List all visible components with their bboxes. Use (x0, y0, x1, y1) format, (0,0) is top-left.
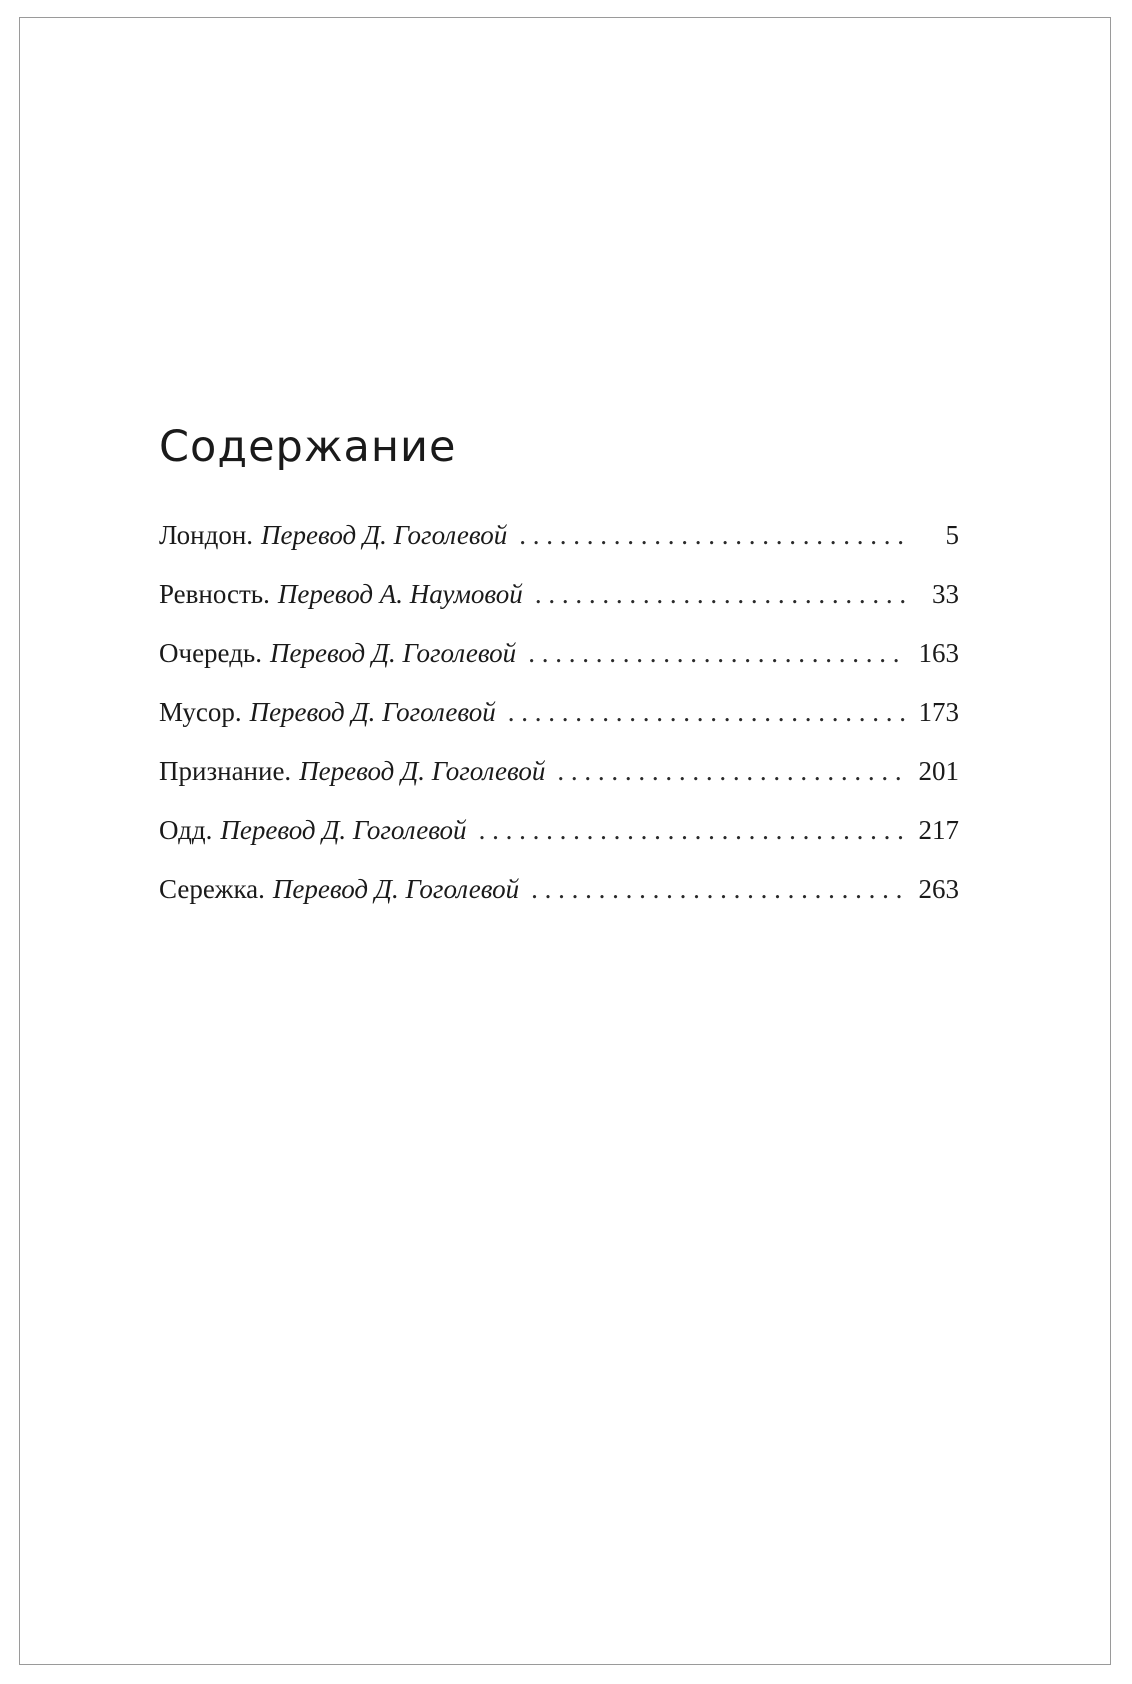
toc-entry-title: Мусор. (159, 697, 242, 727)
toc-entry-page-number: 201 (918, 756, 959, 786)
toc-entry-page-number: 217 (918, 815, 959, 845)
toc-entry-title: Лондон. (159, 520, 254, 550)
toc-entry-page-number: 173 (918, 697, 959, 727)
toc-dot-leader (528, 638, 907, 669)
toc-entry-title: Признание. (159, 756, 292, 786)
toc-entry-page-number: 163 (918, 638, 959, 668)
toc-entry-page-number: 5 (945, 520, 959, 550)
toc-entry-title: Одд. (159, 815, 213, 845)
table-of-contents (159, 520, 959, 933)
toc-entry[interactable] (159, 756, 959, 815)
toc-dot-leader (508, 697, 907, 728)
toc-entry-translator: Перевод А. Наумовой (277, 579, 523, 609)
toc-entry-translator: Перевод Д. Гоголевой (299, 756, 546, 786)
toc-dot-leader (535, 579, 907, 610)
toc-entry-translator: Перевод Д. Гоголевой (220, 815, 467, 845)
toc-entry[interactable] (159, 520, 959, 579)
toc-title: Содержание (159, 422, 457, 472)
toc-entry-translator: Перевод Д. Гоголевой (249, 697, 496, 727)
toc-dot-leader (531, 874, 907, 905)
toc-entry-page-number: 33 (932, 579, 959, 609)
toc-entry[interactable] (159, 815, 959, 874)
toc-dot-leader (557, 756, 907, 787)
toc-entry-translator: Перевод Д. Гоголевой (261, 520, 508, 550)
toc-entry[interactable] (159, 874, 959, 933)
toc-dot-leader (519, 520, 907, 551)
toc-entry[interactable] (159, 579, 959, 638)
toc-entry-translator: Перевод Д. Гоголевой (272, 874, 520, 904)
toc-entry[interactable] (159, 697, 959, 756)
toc-entry[interactable] (159, 638, 959, 697)
toc-entry-page-number: 263 (918, 874, 959, 904)
toc-entry-title: Очередь. (159, 638, 262, 668)
toc-entry-title: Сережка. (159, 874, 265, 904)
toc-entry-translator: Перевод Д. Гоголевой (270, 638, 517, 668)
toc-entry-title: Ревность. (159, 579, 270, 609)
toc-dot-leader (479, 815, 907, 846)
